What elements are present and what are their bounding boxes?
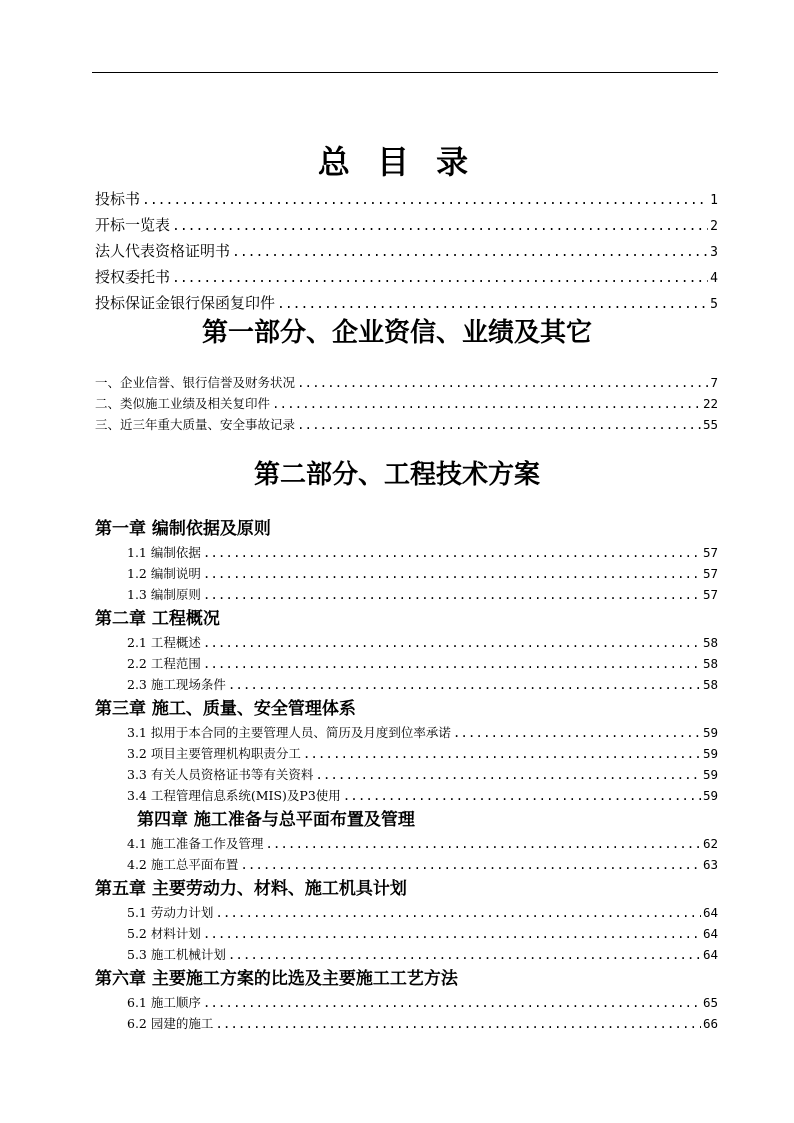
toc-entry[interactable] (127, 902, 718, 923)
toc-entry[interactable] (95, 290, 718, 316)
dot-leader (142, 188, 708, 212)
toc-entry[interactable] (127, 764, 718, 785)
dot-leader (265, 833, 701, 854)
dot-leader (203, 584, 701, 605)
toc-entry-label: 5.1 劳动力计划 (127, 905, 214, 920)
toc-entry-page: 59 (702, 725, 718, 740)
toc-entry[interactable] (127, 542, 718, 563)
dot-leader (303, 743, 701, 764)
toc-entry-page: 55 (702, 417, 718, 432)
dot-leader (343, 785, 701, 806)
toc-entry[interactable] (127, 674, 718, 695)
dot-leader (203, 542, 701, 563)
toc-entry-page: 59 (702, 767, 718, 782)
toc-entry-label: 1.2 编制说明 (127, 566, 201, 581)
toc-entry-label: 5.3 施工机械计划 (127, 947, 226, 962)
toc-entry-label: 6.1 施工顺序 (127, 995, 201, 1010)
toc-entry-page: 7 (710, 375, 718, 390)
toc-entry-page: 58 (702, 635, 718, 650)
toc-entry[interactable] (127, 722, 718, 743)
dot-leader (315, 764, 701, 785)
toc-entry-page: 57 (702, 545, 718, 560)
toc-entry[interactable] (95, 394, 718, 414)
dot-leader (203, 653, 701, 674)
dot-leader (172, 266, 708, 290)
toc-entry[interactable] (95, 212, 718, 238)
toc-entry-page: 59 (702, 788, 718, 803)
toc-entry[interactable] (95, 373, 718, 393)
toc-entry-page: 64 (702, 926, 718, 941)
chapter-heading[interactable]: 第一章 编制依据及原则 (95, 519, 271, 539)
toc-entry-label: 5.2 材料计划 (127, 926, 201, 941)
chapter-heading[interactable]: 第三章 施工、质量、安全管理体系 (95, 699, 356, 719)
toc-entry[interactable] (127, 584, 718, 605)
toc-entry[interactable] (127, 653, 718, 674)
toc-entry[interactable] (127, 1013, 718, 1034)
toc-entry-label: 2.3 施工现场条件 (127, 677, 226, 692)
chapter-heading[interactable]: 第五章 主要劳动力、材料、施工机具计划 (95, 879, 407, 899)
toc-entry-label: 3.4 工程管理信息系统(MIS)及P3使用 (127, 788, 341, 803)
dot-leader (297, 415, 701, 435)
toc-entry-label: 投标书 (95, 190, 141, 208)
toc-entry-label: 开标一览表 (95, 216, 171, 234)
toc-entry-label: 2.2 工程范围 (127, 656, 201, 671)
dot-leader (203, 923, 701, 944)
dot-leader (297, 373, 708, 393)
dot-leader (240, 854, 701, 875)
toc-entry-page: 66 (702, 1016, 718, 1031)
toc-entry-page: 2 (710, 219, 718, 234)
chapter-heading[interactable]: 第四章 施工准备与总平面布置及管理 (137, 810, 415, 830)
dot-leader (203, 992, 701, 1013)
toc-entry-label: 法人代表资格证明书 (95, 242, 231, 260)
toc-entry-label: 授权委托书 (95, 268, 171, 286)
toc-entry-page: 64 (702, 947, 718, 962)
chapter-heading[interactable]: 第二章 工程概况 (95, 609, 220, 629)
toc-entry[interactable] (127, 785, 718, 806)
toc-entry-label: 1.1 编制依据 (127, 545, 201, 560)
toc-entry-label: 三、近三年重大质量、安全事故记录 (95, 417, 296, 432)
toc-entry-label: 2.1 工程概述 (127, 635, 201, 650)
part1-title: 第一部分、企业资信、业绩及其它 (201, 318, 592, 348)
dot-leader (215, 1013, 701, 1034)
dot-leader (272, 394, 701, 414)
dot-leader (215, 902, 701, 923)
toc-entry[interactable] (127, 854, 718, 875)
toc-entry-label: 投标保证金银行保函复印件 (95, 294, 276, 312)
toc-entry-page: 57 (702, 566, 718, 581)
dot-leader (203, 632, 701, 653)
toc-entry[interactable] (127, 992, 718, 1013)
toc-entry[interactable] (127, 944, 718, 965)
header-rule (92, 72, 718, 73)
toc-entry-page: 4 (710, 271, 718, 286)
toc-entry-page: 62 (702, 836, 718, 851)
toc-entry-page: 65 (702, 995, 718, 1010)
toc-entry-label: 1.3 编制原则 (127, 587, 201, 602)
toc-entry[interactable] (127, 743, 718, 764)
toc-entry[interactable] (127, 833, 718, 854)
toc-entry-page: 64 (702, 905, 718, 920)
toc-entry-page: 3 (710, 245, 718, 260)
toc-entry[interactable] (95, 264, 718, 290)
toc-entry[interactable] (127, 563, 718, 584)
toc-entry-page: 22 (702, 396, 718, 411)
toc-entry[interactable] (127, 923, 718, 944)
toc-entry[interactable] (95, 186, 718, 212)
toc-entry[interactable] (95, 238, 718, 264)
toc-entry-label: 3.3 有关人员资格证书等有关资料 (127, 767, 314, 782)
page-title: 总 目 录 (317, 143, 477, 181)
dot-leader (172, 214, 708, 238)
toc-entry-page: 59 (702, 746, 718, 761)
toc-entry-page: 1 (710, 193, 718, 208)
dot-leader (232, 240, 708, 264)
dot-leader (203, 563, 701, 584)
toc-entry-page: 57 (702, 587, 718, 602)
toc-entry-page: 5 (710, 297, 718, 312)
toc-entry[interactable] (95, 415, 718, 435)
toc-entry-label: 6.2 园建的施工 (127, 1016, 214, 1031)
toc-entry-label: 4.1 施工准备工作及管理 (127, 836, 264, 851)
toc-entry-page: 58 (702, 677, 718, 692)
dot-leader (453, 722, 701, 743)
dot-leader (228, 944, 701, 965)
toc-entry-label: 3.1 拟用于本合同的主要管理人员、简历及月度到位率承诺 (127, 725, 451, 740)
toc-entry-label: 3.2 项目主要管理机构职责分工 (127, 746, 301, 761)
dot-leader (228, 674, 701, 695)
dot-leader (277, 292, 708, 316)
toc-entry-page: 63 (702, 857, 718, 872)
toc-entry[interactable] (127, 632, 718, 653)
toc-entry-label: 一、企业信誉、银行信誉及财务状况 (95, 375, 296, 390)
part2-title: 第二部分、工程技术方案 (253, 460, 540, 490)
toc-entry-label: 4.2 施工总平面布置 (127, 857, 239, 872)
toc-entry-label: 二、类似施工业绩及相关复印件 (95, 396, 271, 411)
chapter-heading[interactable]: 第六章 主要施工方案的比选及主要施工工艺方法 (95, 969, 458, 989)
toc-entry-page: 58 (702, 656, 718, 671)
